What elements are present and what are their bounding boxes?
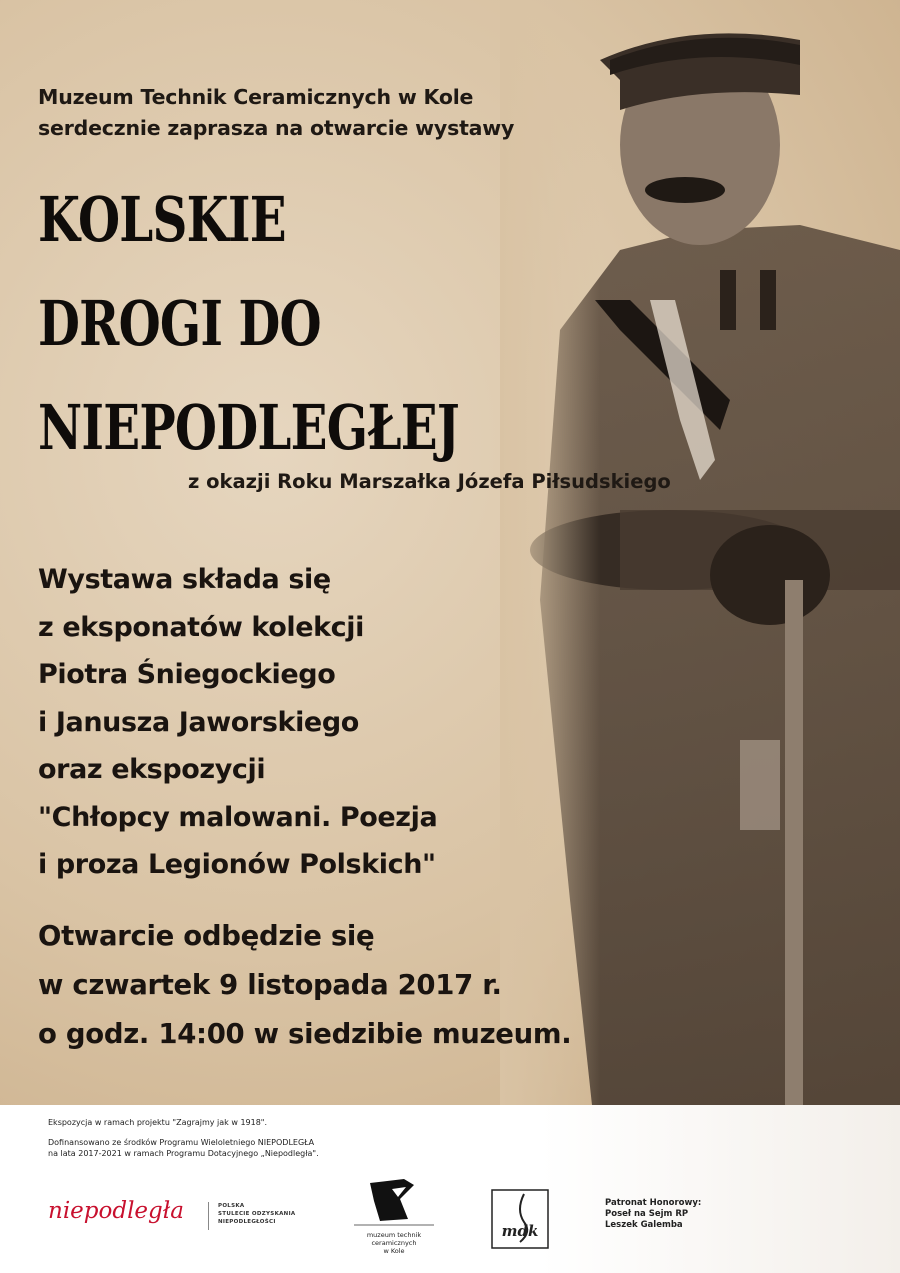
patronage-line: Poseł na Sejm RP bbox=[605, 1209, 689, 1219]
opening-info bbox=[38, 912, 598, 1059]
museum-logo bbox=[344, 1175, 454, 1255]
description-line: Wystawa składa się bbox=[38, 564, 331, 595]
title-line-3: NIEPODLEGŁEJ bbox=[38, 391, 459, 464]
opening-line: Otwarcie odbędzie się bbox=[38, 920, 375, 952]
funding-note-1: Dofinansowano ze środków Programu Wieloletniego NIEPODLEGŁA bbox=[48, 1138, 315, 1147]
niepodlegla-caption bbox=[218, 1202, 296, 1226]
description-line: i proza Legionów Polskich" bbox=[38, 849, 436, 880]
description-line: i Janusza Jaworskiego bbox=[38, 706, 359, 738]
opening-line: o godz. 14:00 w siedzibie muzeum. bbox=[38, 1018, 572, 1050]
description-line: Piotra Śniegockiego bbox=[38, 659, 336, 690]
ceramic-vessel-icon bbox=[344, 1175, 444, 1229]
mdk-emblem-icon bbox=[490, 1188, 550, 1250]
description-line: "Chłopcy malowani. Poezja bbox=[38, 801, 438, 833]
description-line: oraz ekspozycji bbox=[38, 754, 266, 785]
title-line-1: KOLSKIE bbox=[38, 183, 286, 256]
museum-logo-caption bbox=[344, 1231, 444, 1255]
honorary-patronage bbox=[605, 1198, 701, 1231]
opening-line: w czwartek 9 listopada 2017 r. bbox=[38, 969, 502, 1001]
patronage-line: Leszek Galemba bbox=[605, 1220, 683, 1230]
intro-line-invitation: serdecznie zaprasza na otwarcie wystawy bbox=[38, 116, 515, 140]
exhibition-description bbox=[38, 556, 558, 889]
niepodlegla-caption-line: POLSKA bbox=[218, 1203, 245, 1209]
museum-logo-caption-line: muzeum technik ceramicznych bbox=[366, 1231, 422, 1247]
mdk-logo bbox=[490, 1188, 550, 1250]
niepodlegla-logo bbox=[48, 1196, 328, 1236]
patronage-line: Patronat Honorowy: bbox=[605, 1198, 702, 1208]
niepodlegla-script: niepodległa bbox=[48, 1198, 184, 1224]
funding-note-2: na lata 2017-2021 w ramach Programu Dotacyjnego „Niepodległa". bbox=[48, 1149, 319, 1158]
intro-line-museum: Muzeum Technik Ceramicznych w Kole bbox=[38, 85, 474, 109]
niepodlegla-caption-line: STULECIE ODZYSKANIA bbox=[218, 1211, 296, 1217]
exhibition-subtitle: z okazji Roku Marszałka Józefa Piłsudskiego bbox=[188, 470, 671, 493]
description-line: z eksponatów kolekcji bbox=[38, 611, 364, 643]
logo-divider bbox=[208, 1202, 209, 1230]
title-line-2: DROGI DO bbox=[38, 287, 321, 360]
niepodlegla-caption-line: NIEPODLEGŁOŚCI bbox=[218, 1219, 276, 1225]
mdk-logo-text: mdk bbox=[501, 1222, 539, 1240]
project-note: Ekspozycja w ramach projektu "Zagrajmy jak w 1918". bbox=[48, 1118, 268, 1127]
exhibition-title bbox=[38, 168, 475, 480]
intro-text bbox=[38, 82, 578, 144]
museum-logo-caption-line: w Kole bbox=[383, 1247, 405, 1255]
